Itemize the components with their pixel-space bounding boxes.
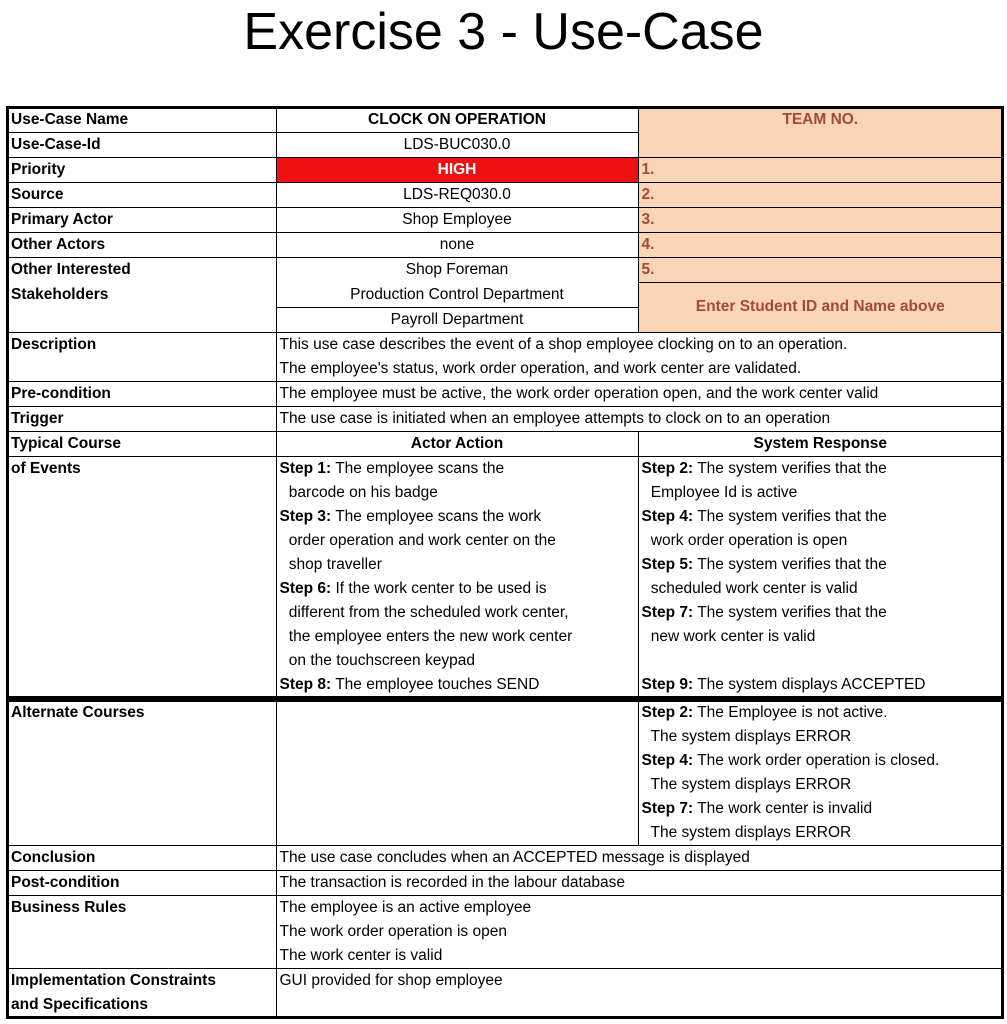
actor-action-line-text: on the touchscreen keypad xyxy=(284,651,475,669)
row-implementation-1 xyxy=(8,968,1002,993)
alternate-actor-cell xyxy=(276,797,638,821)
typical-label-spacer xyxy=(8,601,276,625)
row-implementation-2 xyxy=(8,993,1002,1017)
page-title: Exercise 3 - Use-Case xyxy=(243,3,764,61)
row-trigger xyxy=(8,406,1002,431)
alternate-courses-body xyxy=(8,701,1002,846)
alternate-response-line xyxy=(638,797,1002,821)
description-line-2: The employee's status, work order operation, and work center are validated. xyxy=(276,357,1002,382)
alternate-label-spacer xyxy=(8,725,276,749)
system-response-line xyxy=(638,481,1002,505)
row-precondition xyxy=(8,381,1002,406)
row-use-case-name xyxy=(8,108,1002,133)
actor-action-line xyxy=(276,529,638,553)
alternate-row xyxy=(8,749,1002,773)
row-stakeholders-2 xyxy=(8,283,1002,308)
alternate-actor-cell xyxy=(276,773,638,797)
actor-action-line-step: Step 6: xyxy=(279,579,332,597)
postcondition-label: Post-condition xyxy=(11,873,120,891)
actor-action-line-text: the employee enters the new work center xyxy=(284,627,573,645)
actor-action-line xyxy=(276,625,638,649)
team-slot-5[interactable]: 5. xyxy=(638,258,1002,283)
implementation-label-2: and Specifications xyxy=(11,995,148,1013)
stakeholders-label: Stakeholders xyxy=(11,285,109,303)
typical-label-spacer xyxy=(8,553,276,577)
business-rule-1: The employee is an active employee xyxy=(276,895,1002,920)
alternate-row xyxy=(8,725,1002,749)
actor-action-line xyxy=(276,505,638,529)
use-case-id-value: LDS-BUC030.0 xyxy=(276,133,638,158)
row-stakeholders-1 xyxy=(8,258,1002,283)
alternate-response-line-text: The system displays ERROR xyxy=(646,823,852,841)
actor-action-line-text: The employee scans the work xyxy=(331,507,542,525)
source-value: LDS-REQ030.0 xyxy=(276,183,638,208)
system-response-line xyxy=(638,625,1002,649)
priority-value: HIGH xyxy=(276,158,638,183)
actor-action-line-text: The employee scans the xyxy=(331,459,505,477)
team-slot-4[interactable]: 4. xyxy=(638,233,1002,258)
system-response-line-text: scheduled work center is valid xyxy=(646,579,858,597)
primary-actor-label: Primary Actor xyxy=(11,211,113,228)
typical-row xyxy=(8,481,1002,505)
alternate-response-line xyxy=(638,821,1002,846)
description-label: Description xyxy=(11,335,97,353)
alternate-response-line xyxy=(638,749,1002,773)
actor-action-line xyxy=(276,577,638,601)
team-slot-2[interactable]: 2. xyxy=(638,183,1002,208)
actor-action-header: Actor Action xyxy=(276,431,638,456)
alternate-response-line-text: The system displays ERROR xyxy=(646,727,852,745)
typical-row xyxy=(8,625,1002,649)
priority-label: Priority xyxy=(11,161,66,178)
row-typical-header xyxy=(8,431,1002,456)
actor-action-line xyxy=(276,601,638,625)
actor-action-line xyxy=(276,456,638,481)
trigger-label: Trigger xyxy=(11,409,64,427)
of-events-label: of Events xyxy=(11,459,81,477)
system-response-line-text: The system verifies that the xyxy=(693,459,887,477)
source-label: Source xyxy=(11,186,64,203)
typical-label-spacer xyxy=(8,529,276,553)
alternate-row xyxy=(8,773,1002,797)
alternate-row xyxy=(8,701,1002,725)
team-number-header: TEAM NO. xyxy=(638,108,1002,158)
precondition-label: Pre-condition xyxy=(11,384,111,402)
system-response-line xyxy=(638,601,1002,625)
actor-action-line xyxy=(276,481,638,505)
team-slot-1[interactable]: 1. xyxy=(638,158,1002,183)
actor-action-line-text: barcode on his badge xyxy=(284,483,438,501)
actor-action-line xyxy=(276,553,638,577)
row-business-rules-1 xyxy=(8,895,1002,920)
typical-row xyxy=(8,529,1002,553)
business-rule-3: The work center is valid xyxy=(276,944,1002,969)
alternate-row xyxy=(8,797,1002,821)
system-response-line-step: Step 2: xyxy=(641,459,694,477)
typical-label-spacer xyxy=(8,649,276,673)
alternate-response-line xyxy=(638,773,1002,797)
alternate-label-spacer xyxy=(8,797,276,821)
typical-label-spacer xyxy=(8,481,276,505)
row-postcondition xyxy=(8,870,1002,895)
stakeholder-3: Payroll Department xyxy=(276,307,638,332)
alternate-actor-cell xyxy=(276,749,638,773)
actor-action-line-text: shop traveller xyxy=(284,555,382,573)
row-other-actors xyxy=(8,233,1002,258)
typical-row xyxy=(8,505,1002,529)
typical-row xyxy=(8,601,1002,625)
row-conclusion xyxy=(8,845,1002,870)
alternate-label-spacer xyxy=(8,749,276,773)
actor-action-line-step: Step 8: xyxy=(279,675,332,693)
actor-action-line xyxy=(276,649,638,673)
actor-action-line-step: Step 3: xyxy=(279,507,332,525)
system-response-line-text: work order operation is open xyxy=(646,531,848,549)
implementation-text: GUI provided for shop employee xyxy=(276,968,1002,993)
system-response-line xyxy=(638,529,1002,553)
typical-row xyxy=(8,577,1002,601)
other-actors-label: Other Actors xyxy=(11,236,106,253)
postcondition-text: The transaction is recorded in the labour database xyxy=(276,870,1002,895)
row-description-2 xyxy=(8,357,1002,382)
team-instruction: Enter Student ID and Name above xyxy=(638,283,1002,333)
typical-label-spacer xyxy=(8,625,276,649)
actor-action-line-text: different from the scheduled work center, xyxy=(284,603,569,621)
system-response-line-text: The system verifies that the xyxy=(693,603,887,621)
row-business-rules-3 xyxy=(8,944,1002,969)
system-response-line-step: Step 5: xyxy=(641,555,694,573)
primary-actor-value: Shop Employee xyxy=(276,208,638,233)
use-case-id-label: Use-Case-Id xyxy=(11,136,101,153)
alternate-label-spacer xyxy=(8,773,276,797)
description-line-1: This use case describes the event of a shop employee clocking on to an operation. xyxy=(276,332,1002,357)
actor-action-line-text: The employee touches SEND xyxy=(331,675,540,693)
use-case-table xyxy=(8,108,1002,697)
typical-course-label: Typical Course xyxy=(11,434,121,452)
system-response-line-text: The system displays ACCEPTED xyxy=(693,675,926,693)
use-case-sheet xyxy=(8,108,1002,1017)
stakeholder-1: Shop Foreman xyxy=(276,258,638,283)
row-business-rules-2 xyxy=(8,920,1002,944)
system-response-line-text: Employee Id is active xyxy=(646,483,798,501)
precondition-text: The employee must be active, the work order operation open, and the work center valid xyxy=(276,381,1002,406)
row-description-1 xyxy=(8,332,1002,357)
system-response-line-step: Step 9: xyxy=(641,675,694,693)
use-case-name-label: Use-Case Name xyxy=(11,111,129,128)
alternate-response-line-step: Step 2: xyxy=(641,703,694,721)
trigger-text: The use case is initiated when an employee attempts to clock on to an operation xyxy=(276,406,1002,431)
system-response-line xyxy=(638,505,1002,529)
actor-action-line-text: order operation and work center on the xyxy=(284,531,556,549)
actor-action-line-text: If the work center to be used is xyxy=(331,579,547,597)
row-source xyxy=(8,183,1002,208)
other-actors-value: none xyxy=(276,233,638,258)
conclusion-text: The use case concludes when an ACCEPTED message is displayed xyxy=(276,845,1002,870)
system-response-line xyxy=(638,456,1002,481)
implementation-label-1: Implementation Constraints xyxy=(11,971,216,989)
system-response-header: System Response xyxy=(638,431,1002,456)
system-response-line-text: The system verifies that the xyxy=(693,555,887,573)
typical-label-spacer xyxy=(8,505,276,529)
actor-action-line-step: Step 1: xyxy=(279,459,332,477)
actor-action-line xyxy=(276,673,638,697)
other-interested-label: Other Interested xyxy=(11,261,131,278)
alternate-response-line-text: The work order operation is closed. xyxy=(693,751,940,769)
system-response-line xyxy=(638,673,1002,697)
typical-row xyxy=(8,673,1002,697)
system-response-line-text: The system verifies that the xyxy=(693,507,887,525)
stakeholder-2: Production Control Department xyxy=(276,283,638,308)
conclusion-label: Conclusion xyxy=(11,848,96,866)
system-response-line-step: Step 4: xyxy=(641,507,694,525)
typical-row xyxy=(8,553,1002,577)
row-primary-actor xyxy=(8,208,1002,233)
team-slot-3[interactable]: 3. xyxy=(638,208,1002,233)
alternate-response-line-text: The work center is invalid xyxy=(693,799,873,817)
alternate-actor-cell xyxy=(276,725,638,749)
typical-row xyxy=(8,456,1002,481)
alternate-response-line xyxy=(638,725,1002,749)
alternate-response-line xyxy=(638,701,1002,725)
typical-label-spacer xyxy=(8,673,276,697)
alternate-response-line-text: The system displays ERROR xyxy=(646,775,852,793)
alternate-response-line-step: Step 7: xyxy=(641,799,694,817)
system-response-line-step: Step 7: xyxy=(641,603,694,621)
system-response-line-text: new work center is valid xyxy=(646,627,816,645)
business-rule-2: The work order operation is open xyxy=(276,920,1002,944)
alternate-row xyxy=(8,821,1002,846)
row-priority xyxy=(8,158,1002,183)
typical-course-body xyxy=(8,456,1002,697)
system-response-line xyxy=(638,577,1002,601)
system-response-line xyxy=(638,553,1002,577)
typical-label-spacer xyxy=(8,577,276,601)
alternate-table xyxy=(8,701,1002,1017)
use-case-name-value: CLOCK ON OPERATION xyxy=(276,108,638,133)
typical-row xyxy=(8,649,1002,673)
alternate-label-spacer xyxy=(8,821,276,846)
system-response-line xyxy=(638,649,1002,673)
alternate-actor-cell xyxy=(276,821,638,846)
alternate-response-line-text: The Employee is not active. xyxy=(693,703,888,721)
business-rules-label: Business Rules xyxy=(11,898,127,916)
alternate-courses-label: Alternate Courses xyxy=(11,703,145,721)
alternate-actor-cell xyxy=(276,701,638,725)
alternate-response-line-step: Step 4: xyxy=(641,751,694,769)
